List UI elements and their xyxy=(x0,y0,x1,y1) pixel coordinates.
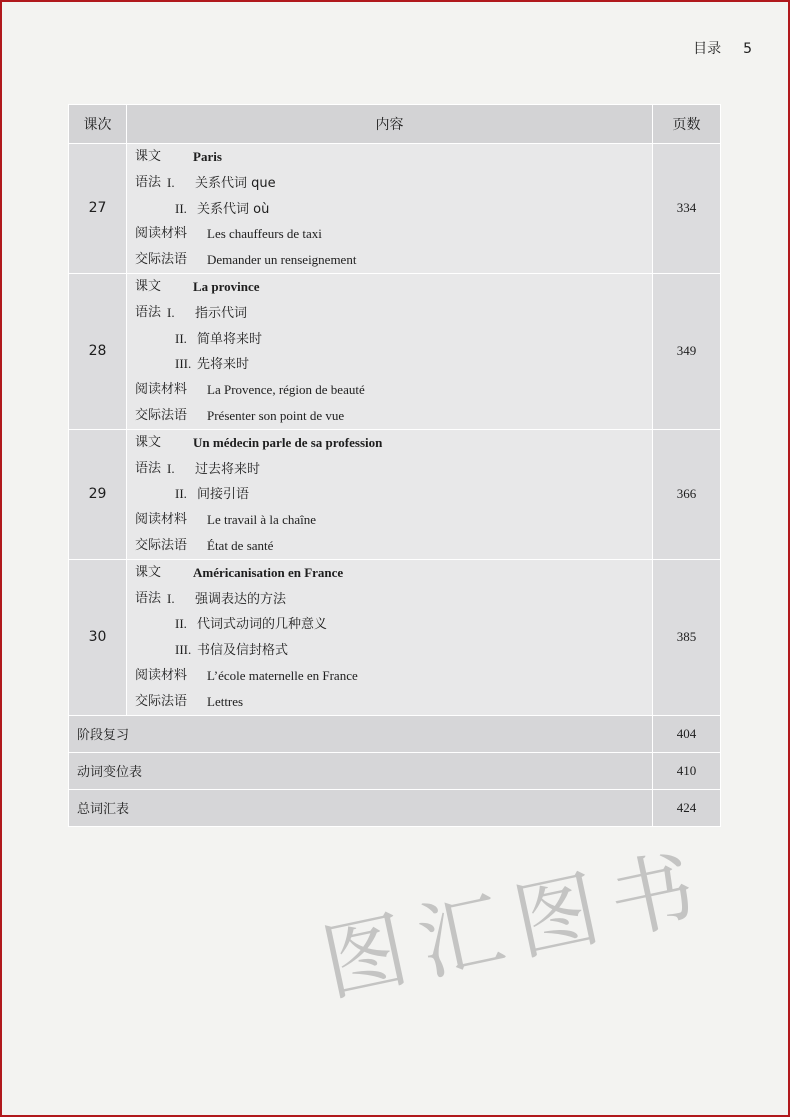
toc-table xyxy=(68,104,721,827)
text-label: 课文 xyxy=(135,564,162,580)
lesson-number: 30 xyxy=(69,559,127,715)
extra-page: 410 xyxy=(653,752,721,789)
extra-row xyxy=(69,752,721,789)
grammar-label: 语法 xyxy=(135,174,162,190)
grammar-roman: II. xyxy=(175,486,187,502)
extra-label: 总词汇表 xyxy=(69,789,653,826)
lesson-number: 29 xyxy=(69,429,127,559)
lesson-content xyxy=(127,429,653,559)
reading-title: Les chauffeurs de taxi xyxy=(207,226,322,242)
grammar-roman: III. xyxy=(175,356,192,372)
lesson-content xyxy=(127,144,653,274)
extra-label: 动词变位表 xyxy=(69,752,653,789)
text-label: 课文 xyxy=(135,149,162,164)
text-title: Paris xyxy=(193,149,222,164)
grammar-topic: 过去将来时 xyxy=(195,461,261,477)
grammar-topic: 简单将来时 xyxy=(197,331,263,347)
grammar-topic: 先将来时 xyxy=(197,357,250,373)
grammar-label: 语法 xyxy=(135,460,162,476)
grammar-roman: II. xyxy=(175,616,187,632)
reading-title: L’école maternelle en France xyxy=(207,667,358,683)
grammar-topic: 关系代词 où xyxy=(197,201,270,217)
extra-row xyxy=(69,715,721,752)
grammar-roman: III. xyxy=(175,642,192,658)
comm-label: 交际法语 xyxy=(135,407,188,423)
lesson-number: 28 xyxy=(69,273,127,429)
comm-label: 交际法语 xyxy=(135,693,188,709)
grammar-roman: I. xyxy=(167,304,175,320)
grammar-label: 语法 xyxy=(135,304,162,320)
col-content: 内容 xyxy=(127,105,653,144)
lesson-page: 366 xyxy=(653,429,721,559)
grammar-topic: 间接引语 xyxy=(197,487,250,503)
lesson-page: 349 xyxy=(653,273,721,429)
grammar-roman: I. xyxy=(167,460,175,476)
lesson-number: 27 xyxy=(69,144,127,274)
lesson-content xyxy=(127,559,653,715)
running-head xyxy=(693,38,752,58)
header-row xyxy=(69,105,721,144)
grammar-roman: I. xyxy=(167,590,175,606)
watermark: 图汇图书 xyxy=(313,836,718,1014)
text-title: Américanisation en France xyxy=(193,564,344,580)
section-title: 目录 xyxy=(693,41,722,57)
reading-label: 阅读材料 xyxy=(135,226,188,242)
lesson-page: 385 xyxy=(653,559,721,715)
col-lesson: 课次 xyxy=(69,105,127,144)
lesson-row xyxy=(69,559,721,715)
lesson-row xyxy=(69,429,721,559)
lesson-row xyxy=(69,144,721,274)
comm-label: 交际法语 xyxy=(135,537,188,553)
grammar-roman: II. xyxy=(175,200,187,216)
grammar-topic: 书信及信封格式 xyxy=(197,643,289,659)
grammar-roman: II. xyxy=(175,330,187,346)
reading-label: 阅读材料 xyxy=(135,382,188,398)
grammar-topic: 指示代词 xyxy=(195,305,248,321)
extra-label: 阶段复习 xyxy=(69,715,653,752)
extra-page: 404 xyxy=(653,715,721,752)
grammar-topic: 关系代词 que xyxy=(195,175,276,191)
comm-title: Lettres xyxy=(207,693,244,709)
reading-title: La Provence, région de beauté xyxy=(207,382,365,398)
text-title: Un médecin parle de sa profession xyxy=(193,434,383,450)
reading-label: 阅读材料 xyxy=(135,512,188,528)
lesson-content xyxy=(127,273,653,429)
text-label: 课文 xyxy=(135,434,162,450)
text-label: 课文 xyxy=(135,278,162,294)
lesson-row xyxy=(69,273,721,429)
lesson-page: 334 xyxy=(653,144,721,274)
extra-page: 424 xyxy=(653,789,721,826)
comm-title: Demander un renseignement xyxy=(207,252,357,268)
grammar-topic: 强调表达的方法 xyxy=(195,591,287,607)
col-page: 页数 xyxy=(653,105,721,144)
comm-title: État de santé xyxy=(207,537,274,553)
reading-title: Le travail à la chaîne xyxy=(207,512,316,528)
grammar-roman: I. xyxy=(167,174,175,190)
grammar-topic: 代词式动词的几种意义 xyxy=(197,617,328,633)
reading-label: 阅读材料 xyxy=(135,667,188,683)
extra-row xyxy=(69,789,721,826)
comm-title: Présenter son point de vue xyxy=(207,407,345,423)
comm-label: 交际法语 xyxy=(135,252,188,268)
text-title: La province xyxy=(193,278,260,294)
grammar-label: 语法 xyxy=(135,590,162,606)
page-number: 5 xyxy=(743,41,752,57)
